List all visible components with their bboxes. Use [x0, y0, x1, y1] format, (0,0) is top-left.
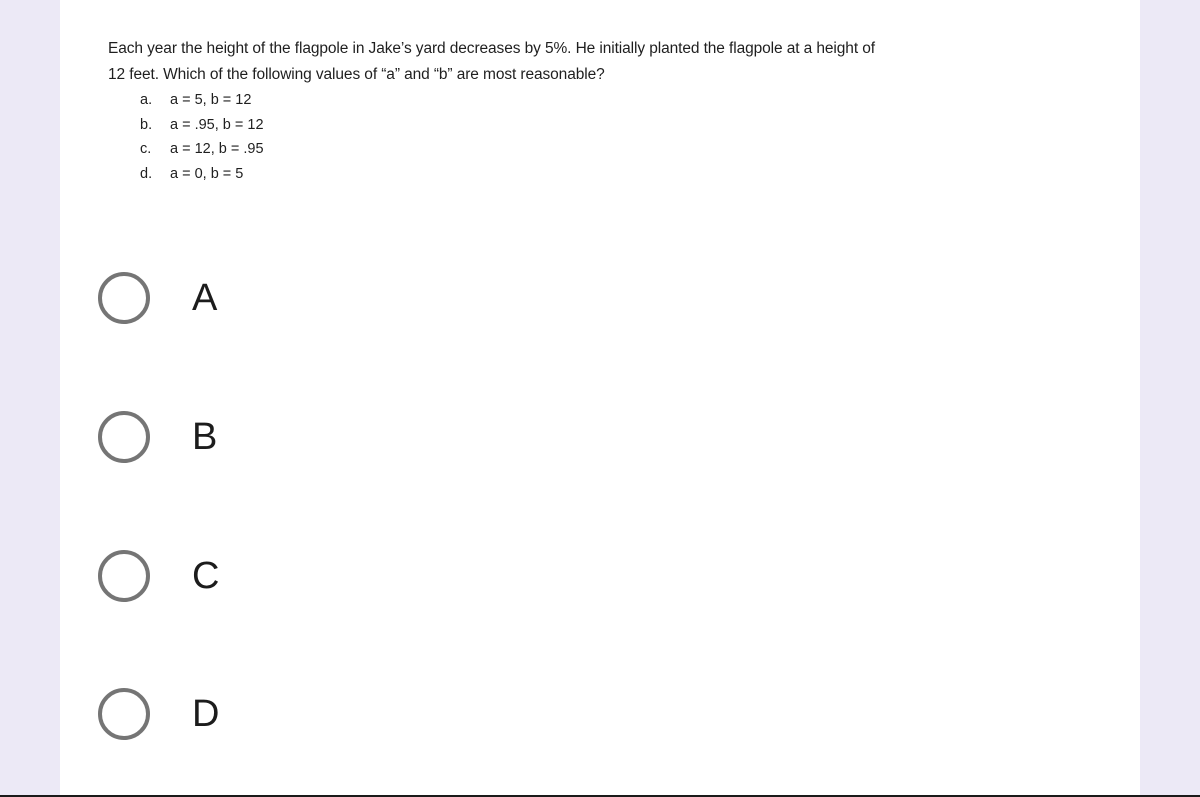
answer-option-b[interactable] [98, 411, 217, 463]
choice-text: a = 5, b = 12 [170, 92, 252, 108]
choice-letter: a. [140, 92, 153, 108]
choice-letter: d. [140, 165, 153, 182]
radio-button-b[interactable] [98, 411, 150, 463]
question-stem [108, 36, 988, 88]
question-stem-line-1: Each year the height of the flagpole in Jake’s yard decreases by 5%. He initially planted the flagpole at a height of [108, 40, 875, 57]
answer-option-d[interactable] [98, 688, 219, 740]
answer-option-label-d: D [192, 692, 220, 735]
radio-button-a[interactable] [98, 272, 150, 324]
question-choices-list [108, 88, 988, 186]
choice-text: a = 12, b = .95 [170, 141, 264, 157]
choice-letter: c. [140, 141, 152, 157]
choice-text: a = .95, b = 12 [170, 116, 264, 133]
choice-text: a = 0, b = 5 [170, 165, 244, 182]
question-choice-d [108, 162, 988, 187]
choice-letter: b. [140, 116, 153, 133]
answer-option-c[interactable] [98, 550, 219, 602]
question-choice-b [108, 113, 988, 138]
question-stem-line-2: 12 feet. Which of the following values of “a” and “b” are most reasonable? [108, 66, 605, 83]
question-image [108, 36, 988, 196]
answer-option-label-a: A [192, 276, 218, 319]
answer-option-label-c: C [192, 554, 220, 597]
radio-button-d[interactable] [98, 688, 150, 740]
question-choice-a [108, 88, 988, 113]
answer-option-a[interactable] [98, 272, 217, 324]
answer-option-label-b: B [192, 415, 218, 458]
question-choice-c [108, 137, 988, 162]
radio-button-c[interactable] [98, 550, 150, 602]
